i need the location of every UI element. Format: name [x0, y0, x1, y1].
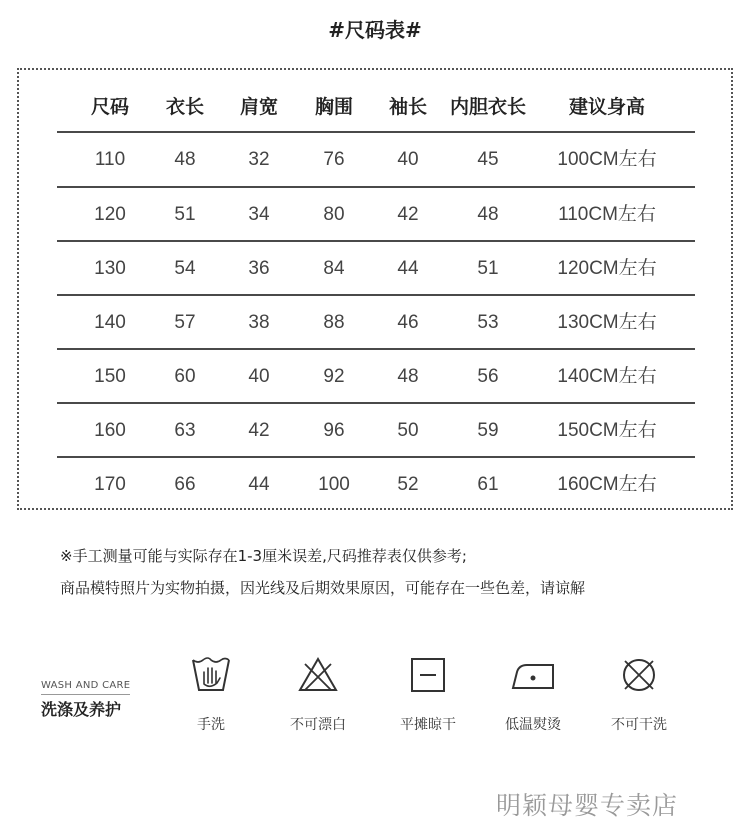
cell-shoulder: 42 — [248, 420, 270, 441]
hand-wash-icon — [189, 656, 233, 694]
cell-size: 160 — [94, 420, 126, 441]
cell-shoulder: 44 — [248, 474, 270, 495]
table-row — [0, 404, 750, 458]
care-label: 不可干洗 — [611, 717, 667, 733]
dry-flat-icon — [406, 656, 450, 694]
no-bleach-icon — [296, 656, 340, 694]
cell-length: 54 — [174, 258, 196, 279]
cell-chest: 96 — [323, 420, 345, 441]
shop-watermark: 明颖母婴专卖店 — [496, 791, 679, 820]
cell-height: 100CM左右 — [557, 149, 657, 170]
cell-length: 48 — [174, 149, 196, 170]
care-label: 平摊晾干 — [400, 717, 456, 733]
measurement-note: ※手工测量可能与实际存在1-3厘米误差,尺码推荐表仅供参考; — [60, 547, 467, 565]
cell-length: 66 — [174, 474, 196, 495]
cell-height: 120CM左右 — [557, 258, 657, 279]
page-title: #尺码表# — [328, 18, 422, 42]
cell-sleeve: 44 — [397, 258, 419, 279]
cell-length: 60 — [174, 366, 196, 387]
care-item-dry-flat — [383, 656, 473, 734]
color-note: 商品模特照片为实物拍摄，因光线及后期效果原因，可能存在一些色差，请谅解 — [60, 579, 586, 597]
cell-chest: 88 — [323, 312, 345, 333]
no-dry-clean-icon — [617, 656, 661, 694]
cell-chest: 84 — [323, 258, 345, 279]
cell-size: 110 — [94, 149, 126, 170]
header-shoulder: 肩宽 — [239, 96, 279, 118]
table-row — [0, 458, 750, 512]
table-row — [0, 350, 750, 404]
cell-size: 140 — [94, 312, 126, 333]
cell-shoulder: 38 — [248, 312, 270, 333]
cell-sleeve: 42 — [397, 204, 419, 225]
cell-shoulder: 40 — [248, 366, 270, 387]
header-sleeve: 袖长 — [388, 96, 428, 118]
cell-height: 150CM左右 — [557, 420, 657, 441]
care-label: 手洗 — [197, 717, 225, 733]
cell-sleeve: 48 — [397, 366, 419, 387]
cell-shoulder: 36 — [248, 258, 270, 279]
care-item-no-dry-clean — [594, 656, 684, 734]
cell-sleeve: 50 — [397, 420, 419, 441]
care-heading-en: WASH AND CARE — [41, 680, 130, 695]
care-heading-zh: 洗涤及养护 — [41, 700, 122, 719]
cell-length: 63 — [174, 420, 196, 441]
cell-chest: 100 — [318, 474, 350, 495]
header-liner-length: 内胆衣长 — [449, 96, 527, 118]
cell-liner-length: 53 — [477, 312, 499, 333]
cell-size: 130 — [94, 258, 126, 279]
cell-sleeve: 52 — [397, 474, 419, 495]
cell-chest: 76 — [323, 149, 345, 170]
cell-length: 51 — [174, 204, 196, 225]
table-row — [0, 242, 750, 296]
cell-height: 140CM左右 — [557, 366, 657, 387]
cell-liner-length: 51 — [477, 258, 499, 279]
cell-height: 130CM左右 — [557, 312, 657, 333]
cell-length: 57 — [174, 312, 196, 333]
header-length: 衣长 — [165, 96, 205, 118]
cell-sleeve: 46 — [397, 312, 419, 333]
cell-size: 150 — [94, 366, 126, 387]
cell-chest: 92 — [323, 366, 345, 387]
care-item-no-bleach — [273, 656, 363, 734]
header-chest: 胸围 — [314, 96, 354, 118]
header-height: 建议身高 — [568, 96, 646, 118]
header-size: 尺码 — [90, 96, 130, 118]
cell-liner-length: 48 — [477, 204, 499, 225]
care-item-hand-wash — [166, 656, 256, 734]
cell-liner-length: 56 — [477, 366, 499, 387]
care-label: 不可漂白 — [290, 717, 346, 733]
care-label: 低温熨烫 — [505, 717, 561, 733]
cell-liner-length: 45 — [477, 149, 499, 170]
cell-liner-length: 59 — [477, 420, 499, 441]
cell-size: 120 — [94, 204, 126, 225]
table-row — [0, 296, 750, 350]
care-item-low-iron — [488, 656, 578, 734]
low-iron-icon — [509, 656, 557, 694]
cell-size: 170 — [94, 474, 126, 495]
cell-shoulder: 32 — [248, 149, 270, 170]
table-row — [0, 133, 750, 187]
cell-sleeve: 40 — [397, 149, 419, 170]
cell-height: 110CM左右 — [558, 204, 656, 225]
cell-shoulder: 34 — [248, 204, 270, 225]
cell-height: 160CM左右 — [557, 474, 657, 495]
cell-liner-length: 61 — [477, 474, 499, 495]
table-row — [0, 188, 750, 242]
cell-chest: 80 — [323, 204, 345, 225]
